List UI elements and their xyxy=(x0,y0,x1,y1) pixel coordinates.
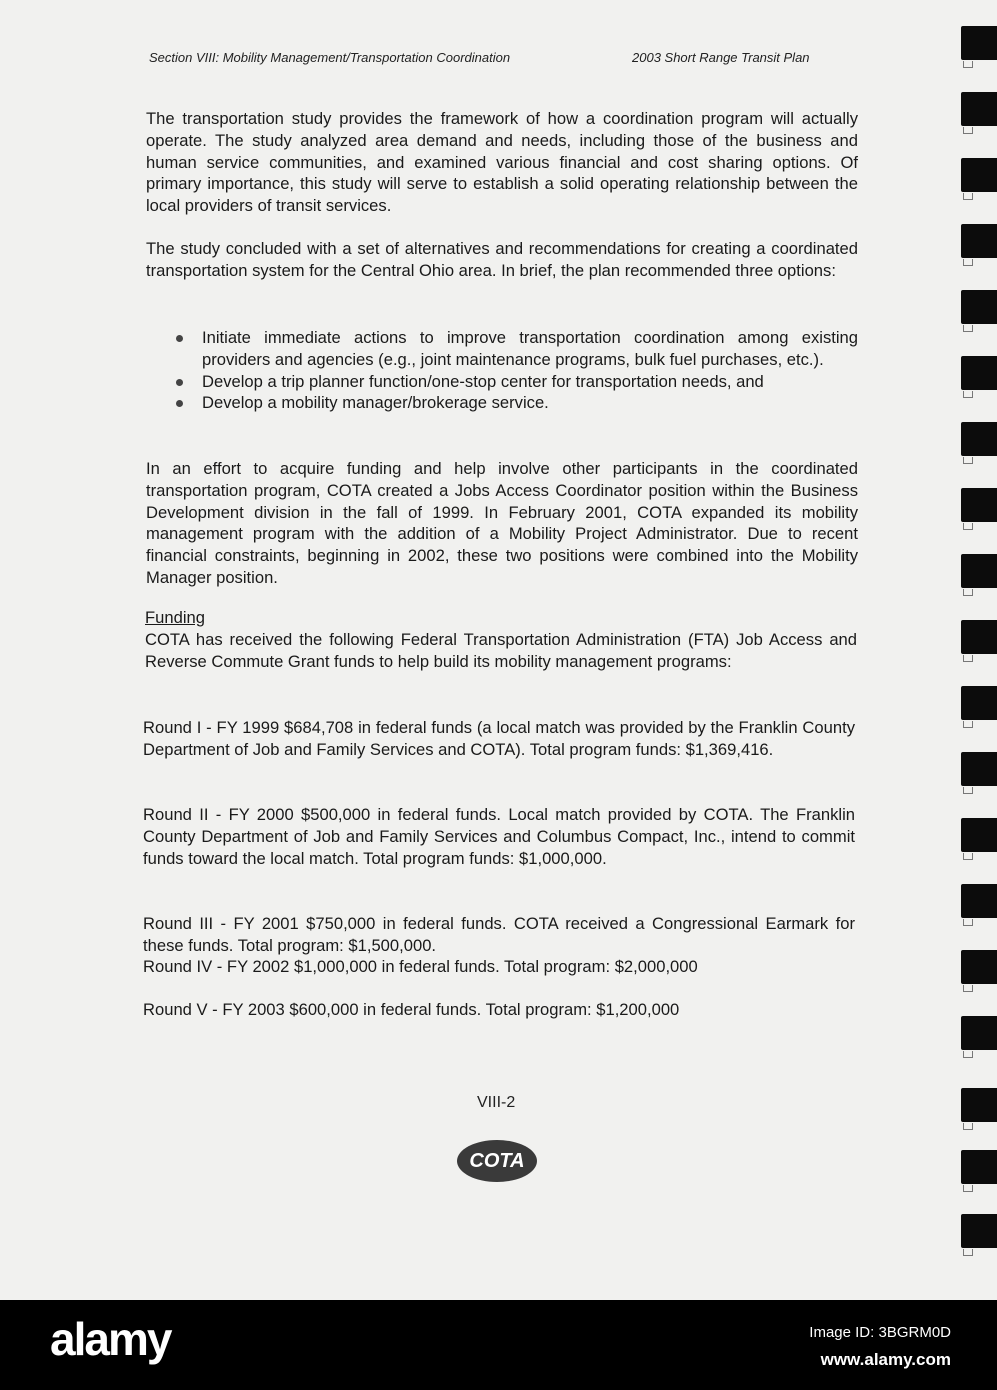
binder-tab xyxy=(961,356,997,390)
binding-tabs xyxy=(957,0,997,1300)
binder-tab xyxy=(961,290,997,324)
paragraph-1 xyxy=(146,108,858,217)
binder-tab xyxy=(961,1150,997,1184)
paragraph-text: The study concluded with a set of alternatives and recommendations for creating a coordinated transportation system for the Central Ohio area. In brief, the plan recommended three options: xyxy=(146,239,858,280)
alamy-url: www.alamy.com xyxy=(820,1350,951,1369)
page-number: VIII-2 xyxy=(477,1094,516,1111)
binder-tab xyxy=(961,158,997,192)
image-id: Image ID: 3BGRM0D xyxy=(809,1324,951,1341)
binder-tab xyxy=(961,818,997,852)
paragraph-text: In an effort to acquire funding and help involve other participants in the coordinated transportation program, COTA created a Jobs Access Coordinator position within the Business Development division in the fall of 1999. In February 2001, COTA expanded its mobility management program with the addition of a Mobility Project Administrator. Due to recent financial constraints, beginning in 2002, these two positions were combined into the Mobility Manager position. xyxy=(146,459,858,587)
bullet-item: Develop a trip planner function/one-stop center for transportation needs, and xyxy=(202,371,858,393)
funding-section xyxy=(145,607,857,672)
watermark-footer xyxy=(0,1300,997,1390)
binder-tab xyxy=(961,92,997,126)
bullet-list xyxy=(146,327,858,414)
funding-heading: Funding xyxy=(145,608,205,627)
round-1: Round I - FY 1999 $684,708 in federal funds (a local match was provided by the Franklin County Department of Job and Family Services and COTA). Total program funds: $1,369,416. xyxy=(143,718,855,759)
binder-tab xyxy=(961,620,997,654)
binder-tab xyxy=(961,686,997,720)
binder-tab xyxy=(961,554,997,588)
round-4: Round IV - FY 2002 $1,000,000 in federal funds. Total program: $2,000,000 xyxy=(143,957,698,976)
header-section-title: Section VIII: Mobility Management/Transportation Coordination xyxy=(149,50,511,65)
binder-tab xyxy=(961,488,997,522)
alamy-logo: alamy xyxy=(50,1313,171,1365)
paragraph-text: The transportation study provides the framework of how a coordination program will actually operate. The study analyzed area demand and needs, including those of the business and human service communities, and examined various financial and cost sharing options. Of primary importance, this study will serve to establish a solid operating relationship between the local providers of transit services. xyxy=(146,109,858,216)
paragraph-3 xyxy=(146,458,858,589)
binder-tab xyxy=(961,1016,997,1050)
header-plan-title: 2003 Short Range Transit Plan xyxy=(632,50,810,65)
bullet-item: Develop a mobility manager/brokerage service. xyxy=(202,392,858,414)
binder-tab xyxy=(961,422,997,456)
bullet-item: Initiate immediate actions to improve transportation coordination among existing providers and agencies (e.g., joint maintenance programs, bulk fuel purchases, etc.). xyxy=(202,328,858,369)
round-5: Round V - FY 2003 $600,000 in federal funds. Total program: $1,200,000 xyxy=(143,1000,680,1019)
cota-logo: COTA xyxy=(457,1140,537,1182)
binder-tab xyxy=(961,752,997,786)
binder-tab xyxy=(961,26,997,60)
binder-tab xyxy=(961,224,997,258)
binder-tab xyxy=(961,884,997,918)
binder-tab xyxy=(961,1214,997,1248)
funding-intro: COTA has received the following Federal Transportation Administration (FTA) Job Access and Reverse Commute Grant funds to help build its mobility management programs: xyxy=(145,629,857,671)
binder-tab xyxy=(961,1088,997,1122)
round-2: Round II - FY 2000 $500,000 in federal funds. Local match provided by COTA. The Franklin County Department of Job and Family Services and Columbus Compact, Inc., intend to commit funds toward the local match. Total program funds: $1,000,000. xyxy=(143,805,855,868)
round-3: Round III - FY 2001 $750,000 in federal funds. COTA received a Congressional Earmark for these funds. Total program: $1,500,000. xyxy=(143,914,855,955)
binder-tab xyxy=(961,950,997,984)
paragraph-2 xyxy=(146,238,858,282)
